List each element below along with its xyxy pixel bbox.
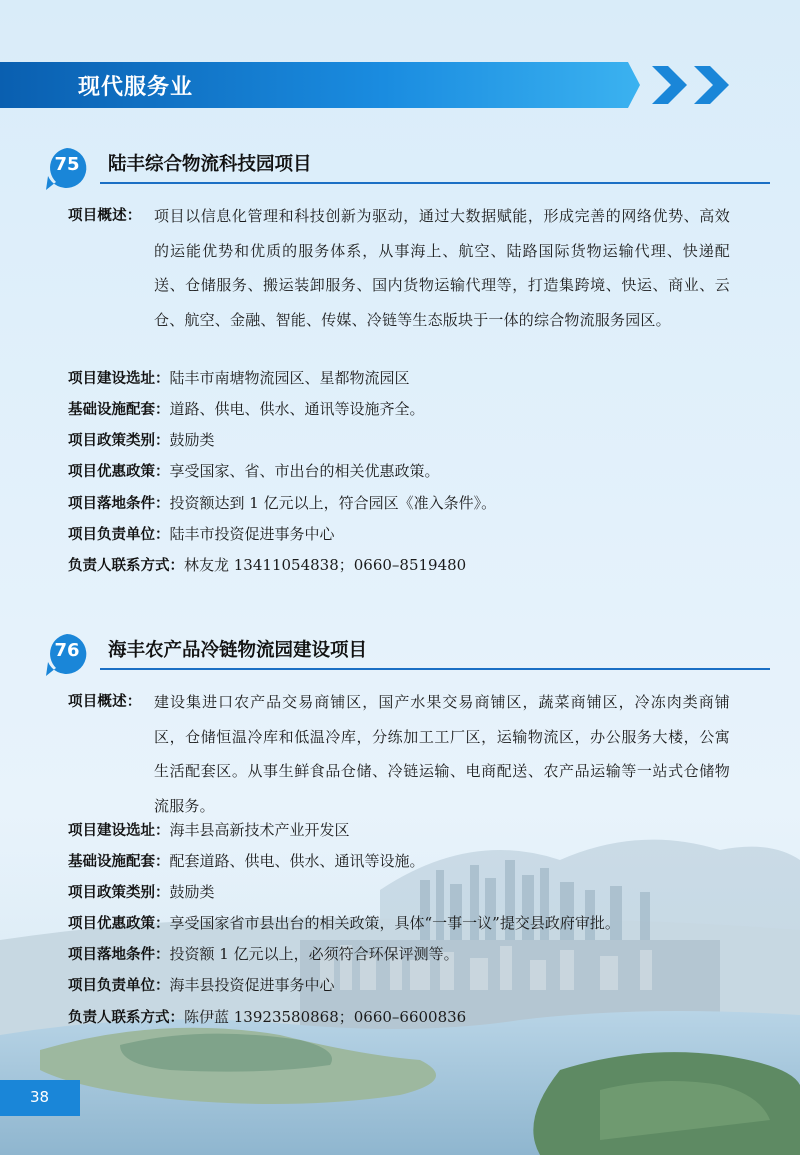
field-label: 项目落地条件：	[68, 947, 170, 963]
page-number-tab	[0, 1080, 80, 1116]
field-row	[68, 517, 335, 552]
field-value: 海丰县高新技术产业开发区	[169, 821, 350, 839]
field-label: 负责人联系方式：	[68, 558, 184, 574]
field-label: 项目负责单位：	[68, 527, 170, 543]
field-label: 基础设施配套：	[68, 402, 170, 418]
project-number: 76	[54, 640, 80, 661]
field-label: 项目建设选址：	[68, 371, 170, 387]
page-number: 38	[30, 1088, 50, 1106]
field-row	[68, 813, 350, 848]
field-row	[68, 906, 620, 941]
field-label: 项目优惠政策：	[68, 916, 170, 932]
field-row	[68, 1000, 466, 1035]
field-label: 负责人联系方式：	[68, 1010, 184, 1026]
field-row	[68, 486, 496, 521]
double-chevron-right-icon	[652, 62, 742, 108]
field-value: 享受国家、省、市出台的相关优惠政策。	[169, 462, 440, 480]
field-label: 项目负责单位：	[68, 978, 170, 994]
field-label: 项目建设选址：	[68, 823, 170, 839]
field-value: 陈伊蓝 13923580868；0660–6600836	[184, 1008, 467, 1026]
field-row	[68, 361, 410, 396]
field-row	[68, 937, 459, 972]
project-overview	[68, 199, 730, 337]
project-title: 海丰农产品冷链物流园建设项目	[108, 640, 368, 661]
field-label: 基础设施配套：	[68, 854, 170, 870]
field-row	[68, 423, 215, 458]
field-value: 投资额达到 1 亿元以上，符合园区《准入条件》。	[169, 494, 497, 512]
project-title: 陆丰综合物流科技园项目	[108, 154, 312, 175]
divider	[100, 182, 770, 184]
field-value: 林友龙 13411054838；0660–8519480	[184, 556, 467, 574]
section-title: 现代服务业	[78, 75, 194, 100]
field-row	[68, 968, 335, 1003]
field-row	[68, 392, 425, 427]
project-heading	[44, 146, 734, 192]
field-label: 项目政策类别：	[68, 885, 170, 901]
project-overview	[68, 685, 730, 823]
field-value: 陆丰市投资促进事务中心	[169, 525, 335, 543]
divider	[100, 668, 770, 670]
field-value: 配套道路、供电、供水、通讯等设施。	[169, 852, 425, 870]
overview-text: 建设集进口农产品交易商铺区，国产水果交易商铺区，蔬菜商铺区，冷冻肉类商铺区，仓储恒温冷库和低温冷库，分练加工工厂区，运输物流区，办公服务大楼，公寓生活配套区。从事生鲜食品仓储、冷链运输、电商配送、农产品运输等一站式仓储物流服务。	[154, 693, 730, 815]
project-number: 75	[54, 154, 80, 175]
overview-text: 项目以信息化管理和科技创新为驱动，通过大数据赋能，形成完善的网络优势、高效的运能优势和优质的服务体系，从事海上、航空、陆路国际货物运输代理、快递配送、仓储服务、搬运装卸服务、国内货物运输代理等，打造集跨境、快运、商业、云仓、航空、金融、智能、传媒、冷链等生态版块于一体的综合物流服务园区。	[154, 207, 730, 329]
field-label: 项目概述：	[68, 694, 142, 710]
field-label: 项目概述：	[68, 208, 142, 224]
field-value: 享受国家省市县出台的相关政策，具体“一事一议”提交县政府审批。	[169, 914, 620, 932]
field-value: 投资额 1 亿元以上，必须符合环保评测等。	[169, 945, 459, 963]
field-value: 海丰县投资促进事务中心	[169, 976, 335, 994]
field-row	[68, 844, 425, 879]
field-row	[68, 548, 466, 583]
field-value: 陆丰市南塘物流园区、星都物流园区	[169, 369, 410, 387]
project-heading	[44, 632, 734, 678]
field-row	[68, 454, 440, 489]
field-value: 鼓励类	[169, 431, 215, 449]
field-label: 项目政策类别：	[68, 433, 170, 449]
field-label: 项目优惠政策：	[68, 464, 170, 480]
field-value: 道路、供电、供水、通讯等设施齐全。	[169, 400, 425, 418]
field-value: 鼓励类	[169, 883, 215, 901]
field-row	[68, 875, 215, 910]
field-label: 项目落地条件：	[68, 496, 170, 512]
